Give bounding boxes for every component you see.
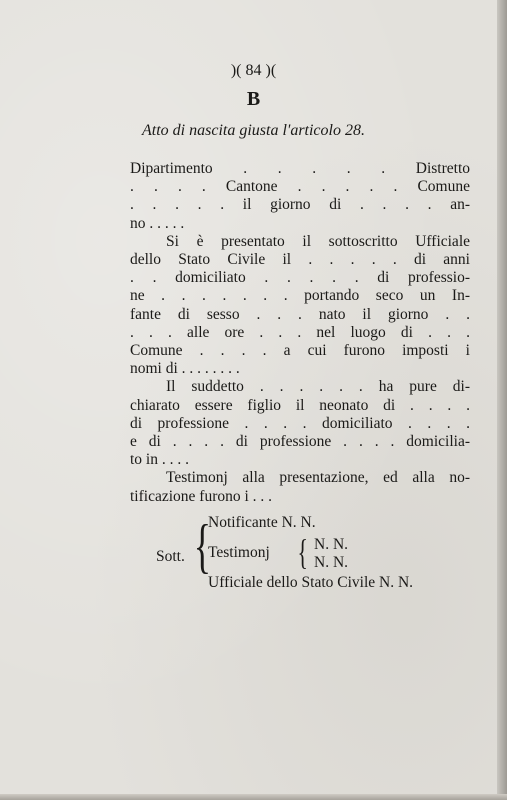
text-line: di professione . . . . domiciliato . . . . — [130, 414, 470, 432]
text-line: e di . . . . di professione . . . . domicilia- — [130, 433, 470, 451]
left-brace-icon: { — [193, 513, 212, 579]
text-line: . . . alle ore . . . nel luogo di . . . — [130, 323, 470, 341]
text-line: chiarato essere figlio il neonato di . . . . — [130, 396, 470, 414]
section-letter: B — [246, 88, 261, 110]
text-line: fante di sesso . . . nato il giorno . . — [130, 305, 470, 323]
text-line: Si è presentato il sottoscritto Ufficiale — [166, 232, 470, 250]
small-brace-icon: { — [297, 532, 308, 572]
text-line: no . . . . . — [130, 214, 185, 232]
text-line: nomi di . . . . . . . . — [130, 360, 240, 378]
page-number-header: )( 84 )( — [230, 62, 277, 79]
text-line: Comune . . . . a cui furono imposti i — [130, 342, 470, 360]
page-edge-right — [497, 0, 507, 800]
text-line: Il suddetto . . . . . . ha pure di- — [166, 378, 470, 396]
witness-name-1: N. N. — [314, 536, 349, 553]
testimonj-label: Testimonj — [208, 544, 270, 561]
text-line: . . domiciliato . . . . . di professio- — [130, 269, 470, 287]
text-line: tificazione furono i . . . — [130, 487, 273, 505]
text-line: . . . . Cantone . . . . . Comune — [130, 178, 470, 196]
sott-label: Sott. — [156, 548, 185, 565]
document-body — [130, 160, 470, 506]
text-line: Testimonj alla presentazione, ed alla no- — [166, 469, 470, 487]
page-edge-bottom — [0, 794, 507, 800]
text-line: ne . . . . . . . portando seco un In- — [130, 287, 470, 305]
witness-name-2: N. N. — [314, 554, 349, 571]
text-line: to in . . . . — [130, 451, 189, 469]
notificante-line: Notificante N. N. — [208, 514, 316, 531]
text-line: Dipartimento . . . . . Distretto — [130, 160, 470, 177]
text-line: dello Stato Civile il . . . . . di anni — [130, 251, 470, 269]
ufficiale-line: Ufficiale dello Stato Civile N. N. — [208, 574, 414, 591]
document-title: Atto di nascita giusta l'articolo 28. — [142, 122, 365, 139]
text-line: . . . . . il giorno di . . . . an- — [130, 196, 470, 214]
